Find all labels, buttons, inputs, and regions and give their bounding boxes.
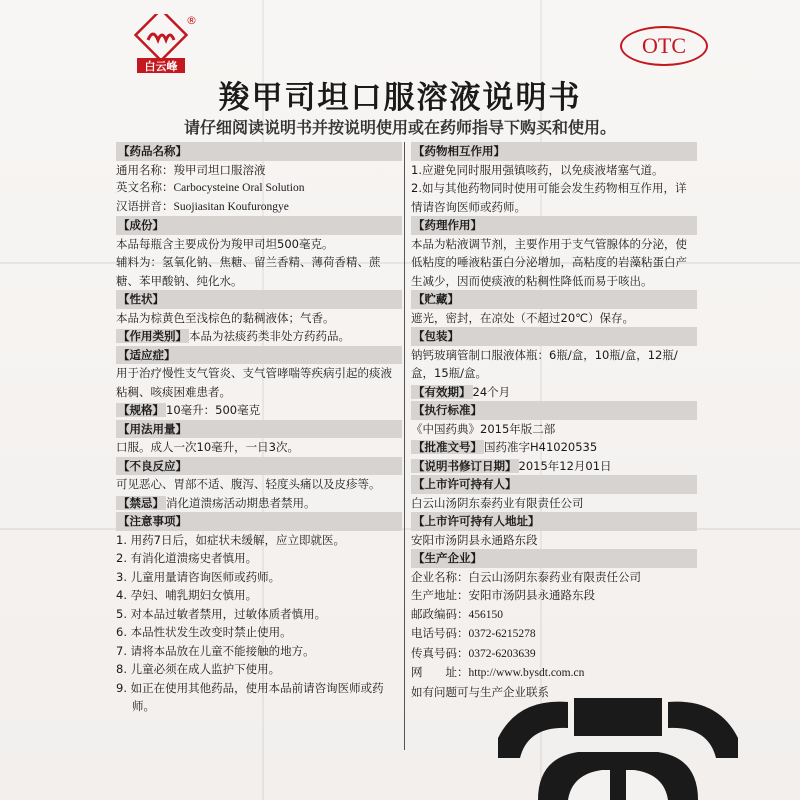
storage-text: 遮光，密封，在凉处（不超过20℃）保存。 bbox=[411, 310, 635, 325]
section-heading: 【用法用量】 bbox=[116, 420, 402, 439]
composition-main: 本品每瓶含主要成份为羧甲司坦500毫克。 bbox=[116, 236, 334, 251]
section-heading: 【成份】 bbox=[116, 216, 402, 235]
section-heading: 【药理作用】 bbox=[411, 216, 697, 235]
field-label: 传真号码： bbox=[411, 645, 469, 660]
usage-text: 口服。成人一次10毫升，一日3次。 bbox=[116, 440, 299, 454]
section-heading: 【注意事项】 bbox=[116, 512, 402, 531]
website-url: http://www.bysdt.com.cn bbox=[468, 667, 585, 679]
field-label: 电话号码： bbox=[411, 626, 469, 640]
spec-text: 10毫升：500毫克 bbox=[166, 403, 261, 417]
field-label: 生产地址： bbox=[411, 588, 469, 602]
precaution-item: 3. 儿童用量请咨询医师或药师。 bbox=[116, 569, 281, 584]
precaution-item: 1. 用药7日后，如症状未缓解，应立即就医。 bbox=[116, 532, 345, 547]
interaction-item: 1.应避免同时服用强镇咳药，以免痰液堵塞气道。 bbox=[411, 162, 664, 177]
section-heading: 【性状】 bbox=[116, 290, 402, 309]
section-heading: 【作用类别】 bbox=[118, 329, 187, 343]
package-text: 钠钙玻璃管制口服液体瓶：6瓶/盒，10瓶/盒，12瓶/盒，15瓶/盒。 bbox=[411, 347, 678, 380]
precaution-item: 8. 儿童必须在成人监护下使用。 bbox=[116, 662, 281, 676]
precaution-item: 7. 请将本品放在儿童不能接触的地方。 bbox=[116, 643, 315, 658]
standard-text: 《中国药典》2015年版二部 bbox=[411, 421, 556, 436]
registered-mark: ® bbox=[186, 14, 197, 27]
pharmacology-text: 本品为粘液调节剂，主要作用于支气管腺体的分泌，使低粘度的唾液粘蛋白分泌增加，高粘度的岩藻粘蛋白产生减少，因而使痰液的粘稠性降低而易于咳出。 bbox=[411, 236, 687, 288]
contact-note: 如有问题可与生产企业联系 bbox=[411, 684, 549, 699]
section-heading: 【包装】 bbox=[411, 327, 697, 346]
pinyin-name: 汉语拼音：Suojiasitan Koufurongye bbox=[116, 200, 289, 213]
precaution-item: 6. 本品性状发生改变时禁止使用。 bbox=[116, 625, 292, 639]
left-column bbox=[116, 142, 402, 716]
english-name: 英文名称：Carbocysteine Oral Solution bbox=[116, 182, 305, 194]
precaution-item: 4. 孕妇、哺乳期妇女慎用。 bbox=[116, 588, 258, 602]
document-title: 羧甲司坦口服溶液说明书 bbox=[218, 80, 582, 116]
character-text: 本品为棕黄色至浅棕色的黏稠液体；气香。 bbox=[116, 310, 335, 325]
phone-number: 0372-6215278 bbox=[468, 628, 536, 640]
document-subtitle: 请仔细阅读说明书并按说明使用或在药师指导下购买和使用。 bbox=[183, 118, 616, 137]
fax-number: 0372-6203639 bbox=[468, 647, 536, 660]
section-heading: 【禁忌】 bbox=[118, 495, 164, 510]
interaction-item: 2.如与其他药物同时使用可能会发生药物相互作用，详情请咨询医师或药师。 bbox=[411, 181, 687, 214]
section-heading: 【有效期】 bbox=[413, 384, 471, 399]
generic-name: 通用名称：羧甲司坦口服溶液 bbox=[116, 162, 266, 177]
indication-text: 用于治疗慢性支气管炎、支气管哮喘等疾病引起的痰液粘稠、咳痰困难患者。 bbox=[116, 366, 392, 399]
precaution-item: 2. 有消化道溃疡史者慎用。 bbox=[116, 551, 258, 565]
watermark-logo bbox=[498, 688, 738, 800]
composition-excipients: 辅料为：氢氧化钠、焦糖、留兰香精、薄荷香精、蔗糖、苯甲酸钠、纯化水。 bbox=[116, 255, 381, 288]
section-heading: 【执行标准】 bbox=[411, 401, 697, 420]
manufacturer-address: 安阳市汤阴县永通路东段 bbox=[468, 588, 595, 602]
section-heading: 【药品名称】 bbox=[116, 142, 402, 161]
section-heading: 【不良反应】 bbox=[116, 457, 402, 476]
validity-text: 24个月 bbox=[472, 384, 511, 399]
section-heading: 【适应症】 bbox=[116, 346, 402, 365]
manufacturer-name: 白云山汤阴东泰药业有限责任公司 bbox=[468, 569, 641, 584]
holder-address: 安阳市汤阴县永通路东段 bbox=[411, 532, 538, 547]
section-heading: 【贮藏】 bbox=[411, 290, 697, 309]
section-heading: 【上市许可持有人地址】 bbox=[411, 512, 697, 531]
section-heading: 【上市许可持有人】 bbox=[411, 475, 697, 494]
brand-logo bbox=[128, 14, 194, 76]
section-heading: 【药物相互作用】 bbox=[411, 142, 697, 161]
approval-number: 国药准字H41020535 bbox=[484, 440, 598, 454]
section-heading: 【说明书修订日期】 bbox=[413, 458, 517, 473]
otc-badge: OTC bbox=[620, 26, 708, 66]
logo-text: 白云峰 bbox=[144, 60, 178, 73]
field-label: 网 址： bbox=[411, 665, 469, 679]
precaution-item: 5. 对本品过敏者禁用，过敏体质者慎用。 bbox=[116, 606, 327, 621]
precaution-item: 9. 如正在使用其他药品，使用本品前请咨询医师或药师。 bbox=[116, 680, 384, 713]
right-column bbox=[411, 142, 697, 701]
holder-name: 白云山汤阴东泰药业有限责任公司 bbox=[411, 495, 584, 510]
contraindication-text: 消化道溃疡活动期患者禁用。 bbox=[166, 495, 316, 510]
section-heading: 【规格】 bbox=[118, 403, 164, 417]
section-heading: 【生产企业】 bbox=[411, 549, 697, 568]
field-label: 企业名称： bbox=[411, 569, 469, 584]
postal-code: 456150 bbox=[468, 608, 503, 621]
revision-date: 2015年12月01日 bbox=[518, 458, 612, 473]
field-label: 邮政编码： bbox=[411, 606, 469, 621]
adverse-text: 可见恶心、胃部不适、腹泻、轻度头痛以及皮疹等。 bbox=[116, 477, 381, 491]
section-heading: 【批准文号】 bbox=[413, 440, 482, 454]
category-text: 本品为祛痰药类非处方药药品。 bbox=[189, 329, 350, 343]
column-divider bbox=[404, 142, 405, 750]
